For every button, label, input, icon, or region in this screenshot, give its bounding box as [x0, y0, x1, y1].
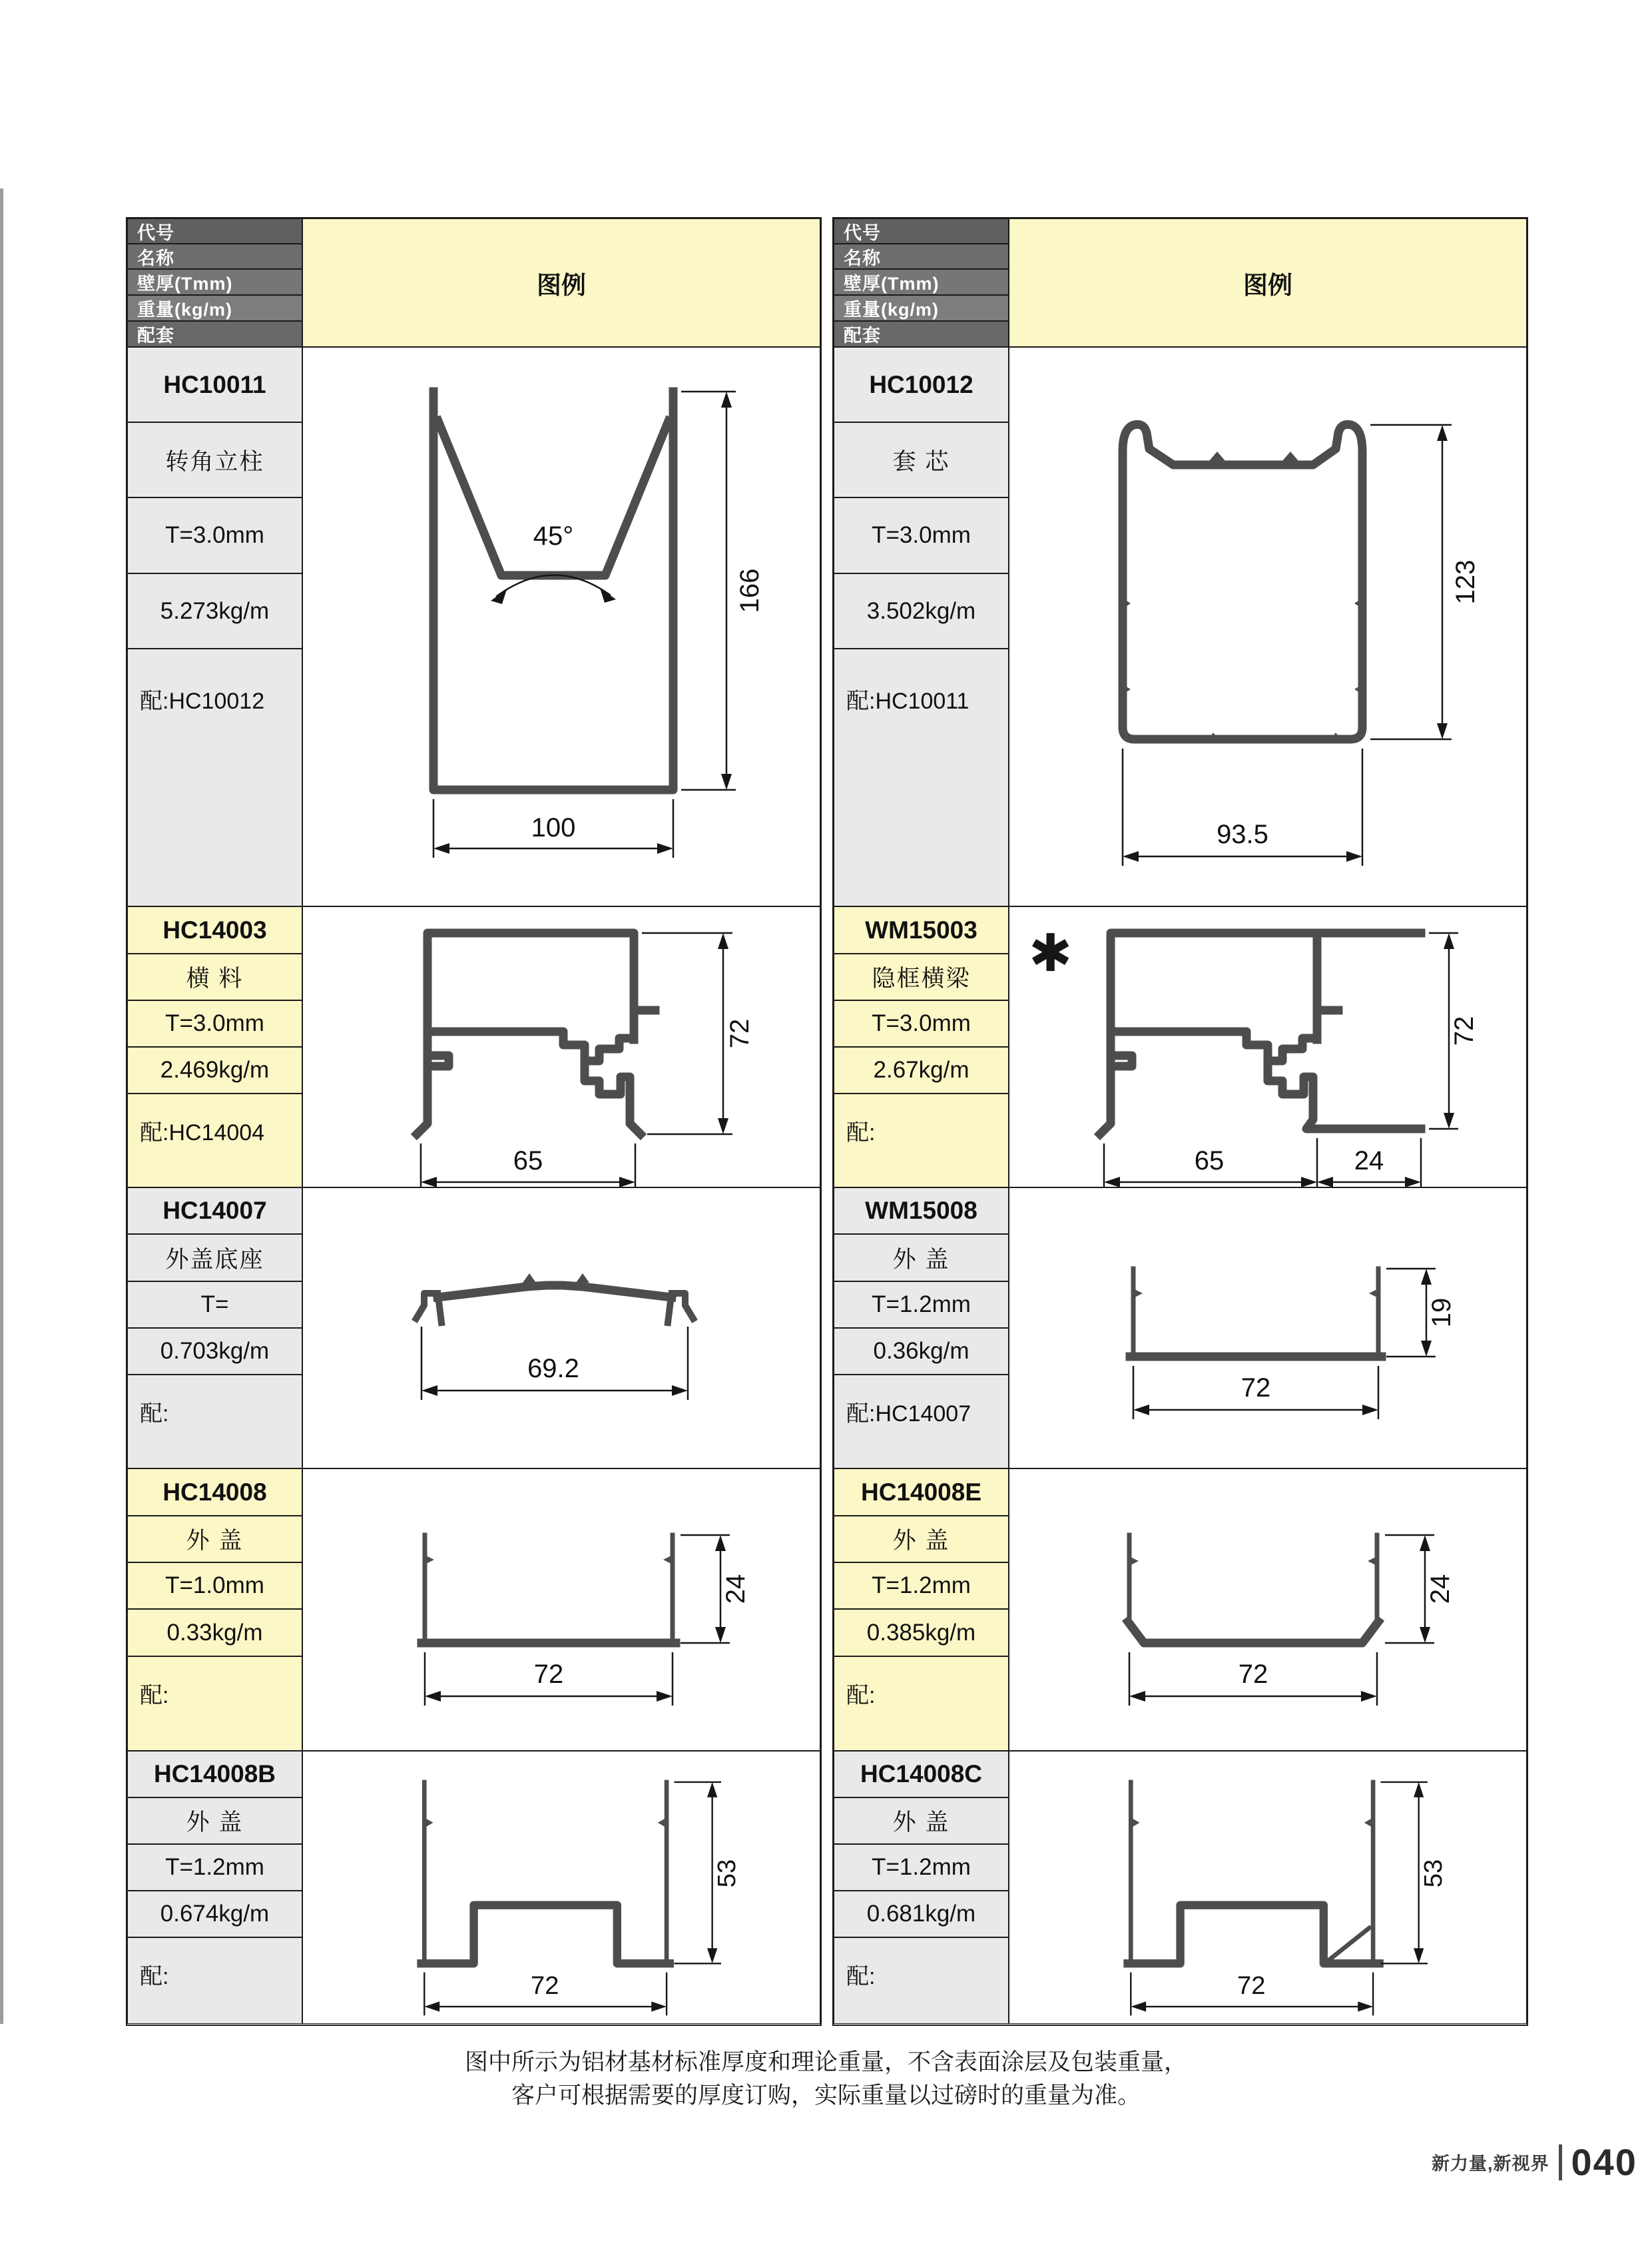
dim-label-height: 53: [1419, 1859, 1448, 1888]
profile-drawing-wm15008: [1068, 1231, 1468, 1425]
profile-thickness: T=1.2mm: [127, 1844, 302, 1891]
profile-table-right: [832, 217, 1528, 2026]
profile-code: HC14008E: [834, 1468, 1009, 1516]
profile-thickness: T=1.2mm: [834, 1281, 1009, 1328]
profile-mate: 配:: [834, 1094, 1009, 1187]
profile-drawing-hc14007: [382, 1228, 741, 1428]
drawing-cell-hc14008: [302, 1468, 820, 1751]
drawing-cell-hc14008c: [1009, 1751, 1527, 2024]
dim-label-width: 69.2: [527, 1354, 579, 1383]
profile-mate: 配:HC10011: [834, 649, 1009, 906]
profile-code: HC14008B: [127, 1751, 302, 1797]
drawing-cell-wm15008: [1009, 1187, 1527, 1468]
header-label: 配套: [137, 326, 174, 346]
dim-label-height: 166: [735, 568, 764, 613]
drawing-cell-hc14003: [302, 906, 820, 1187]
page-number: 040: [1571, 2141, 1637, 2183]
header-label: 配套: [844, 326, 881, 346]
dim-label-width: 65: [1194, 1146, 1225, 1175]
header-label: 名称: [844, 248, 881, 268]
profile-code: HC10012: [834, 347, 1009, 422]
profile-drawing-wm15003: [1048, 906, 1488, 1187]
profile-mate: 配:HC14004: [127, 1094, 302, 1187]
profile-weight: 0.385kg/m: [834, 1609, 1009, 1656]
dim-label-height: 24: [721, 1574, 750, 1604]
profile-name: 转角立柱: [127, 422, 302, 497]
profile-mate: 配:: [834, 1937, 1009, 2024]
profile-drawing-hc14008c: [1055, 1754, 1481, 2021]
profile-name: 外 盖: [127, 1516, 302, 1562]
profile-code: HC10011: [127, 347, 302, 422]
dim-label-height: 19: [1427, 1297, 1456, 1328]
profile-mate: 配:: [127, 1656, 302, 1751]
profile-thickness: T=: [127, 1281, 302, 1328]
profile-code: WM15003: [834, 906, 1009, 954]
profile-drawing-hc10012: [1048, 370, 1488, 883]
profile-thickness: T=1.2mm: [834, 1562, 1009, 1609]
profile-mate: 配:HC10012: [127, 649, 302, 906]
dim-label-width: 72: [531, 1972, 559, 2000]
profile-weight: 3.502kg/m: [834, 573, 1009, 649]
profile-code: HC14008: [127, 1468, 302, 1516]
footer-note-line1: 图中所示为铝材基材标准厚度和理论重量，不含表面涂层及包装重量，: [464, 2049, 1187, 2075]
profile-drawing-hc14008b: [348, 1754, 774, 2021]
profile-name: 外 盖: [834, 1234, 1009, 1281]
footer-note: [0, 2046, 1652, 2112]
profile-code: HC14003: [127, 906, 302, 954]
drawing-cell-hc10011: [302, 347, 820, 906]
header-label: 代号: [844, 222, 881, 243]
dim-label-width: 65: [513, 1146, 543, 1175]
header-label: 重量(kg/m): [137, 300, 232, 320]
header-row-name: [127, 244, 302, 269]
drawing-cell-wm15003: [1009, 906, 1527, 1187]
profile-name: 横 料: [127, 954, 302, 1000]
dim-label-height: 123: [1451, 559, 1480, 605]
profile-name: 外 盖: [834, 1516, 1009, 1562]
profile-weight: 5.273kg/m: [127, 573, 302, 649]
profile-name: 外盖底座: [127, 1234, 302, 1281]
profile-weight: 0.674kg/m: [127, 1891, 302, 1937]
profile-weight: 0.681kg/m: [834, 1891, 1009, 1937]
header-row-thickness: [127, 269, 302, 295]
dim-label-width: 72: [533, 1660, 564, 1689]
profile-code: HC14007: [127, 1187, 302, 1234]
profile-mate: 配:: [127, 1937, 302, 2024]
page-edge-line: [0, 188, 3, 2024]
profile-drawing-hc14008e: [1061, 1503, 1474, 1716]
header-label: 代号: [137, 222, 174, 243]
header-label: 壁厚(Tmm): [137, 274, 233, 294]
brand-divider: [1559, 2144, 1562, 2180]
dim-label-width: 93.5: [1217, 820, 1268, 849]
profile-table-left: [126, 217, 822, 2026]
profile-name: 套 芯: [834, 422, 1009, 497]
profile-name: 隐框横梁: [834, 954, 1009, 1000]
dim-label-width2: 24: [1354, 1146, 1384, 1175]
legend-header: 图例: [1009, 218, 1527, 347]
profile-thickness: T=3.0mm: [127, 1000, 302, 1047]
dim-label-width: 100: [531, 813, 576, 842]
profile-thickness: T=3.0mm: [834, 497, 1009, 573]
profile-name: 外 盖: [127, 1797, 302, 1844]
profile-code: WM15008: [834, 1187, 1009, 1234]
profile-name: 外 盖: [834, 1797, 1009, 1844]
profile-weight: 0.703kg/m: [127, 1328, 302, 1375]
profile-mate: 配:: [127, 1375, 302, 1468]
dim-label-width: 72: [1240, 1373, 1271, 1403]
brand-slogan: 新力量,新视界: [1432, 2154, 1549, 2174]
drawing-cell-hc10012: [1009, 347, 1527, 906]
profile-code: HC14008C: [834, 1751, 1009, 1797]
profile-mate: 配:: [834, 1656, 1009, 1751]
drawing-cell-hc14008e: [1009, 1468, 1527, 1751]
profile-weight: 0.33kg/m: [127, 1609, 302, 1656]
profile-thickness: T=3.0mm: [834, 1000, 1009, 1047]
header-row-code: [834, 218, 1009, 244]
profile-weight: 2.469kg/m: [127, 1047, 302, 1094]
drawing-cell-hc14008b: [302, 1751, 820, 2024]
profile-weight: 0.36kg/m: [834, 1328, 1009, 1375]
header-label: 壁厚(Tmm): [844, 274, 940, 294]
dim-label-height: 72: [1450, 1016, 1479, 1046]
dim-label-height: 72: [725, 1018, 754, 1049]
footer-brand-block: [1432, 2140, 1637, 2184]
profile-thickness: T=1.0mm: [127, 1562, 302, 1609]
profile-thickness: T=1.2mm: [834, 1844, 1009, 1891]
legend-header: 图例: [302, 218, 820, 347]
profile-mate: 配:HC14007: [834, 1375, 1009, 1468]
header-row-weight: [834, 295, 1009, 321]
header-label: 名称: [137, 248, 174, 268]
dim-label-angle: 45°: [533, 521, 574, 551]
profile-drawing-hc14008: [358, 1503, 764, 1716]
profile-weight: 2.67kg/m: [834, 1047, 1009, 1094]
header-row-name: [834, 244, 1009, 269]
dim-label-width: 72: [1237, 1972, 1266, 2000]
header-row-weight: [127, 295, 302, 321]
footer-note-line2: 客户可根据需要的厚度订购，实际重量以过磅时的重量为准。: [511, 2082, 1141, 2108]
header-row-mate: [834, 321, 1009, 347]
dim-label-height: 53: [712, 1859, 741, 1888]
header-row-mate: [127, 321, 302, 347]
header-row-thickness: [834, 269, 1009, 295]
profile-thickness: T=3.0mm: [127, 497, 302, 573]
dim-label-height: 24: [1426, 1574, 1455, 1604]
dim-label-width: 72: [1238, 1660, 1268, 1689]
profile-drawing-hc14003: [365, 906, 758, 1187]
asterisk-marker: ✱: [1029, 924, 1073, 982]
header-row-code: [127, 218, 302, 244]
profile-drawing-hc10011: [328, 357, 794, 896]
header-label: 重量(kg/m): [844, 300, 939, 320]
drawing-cell-hc14007: [302, 1187, 820, 1468]
